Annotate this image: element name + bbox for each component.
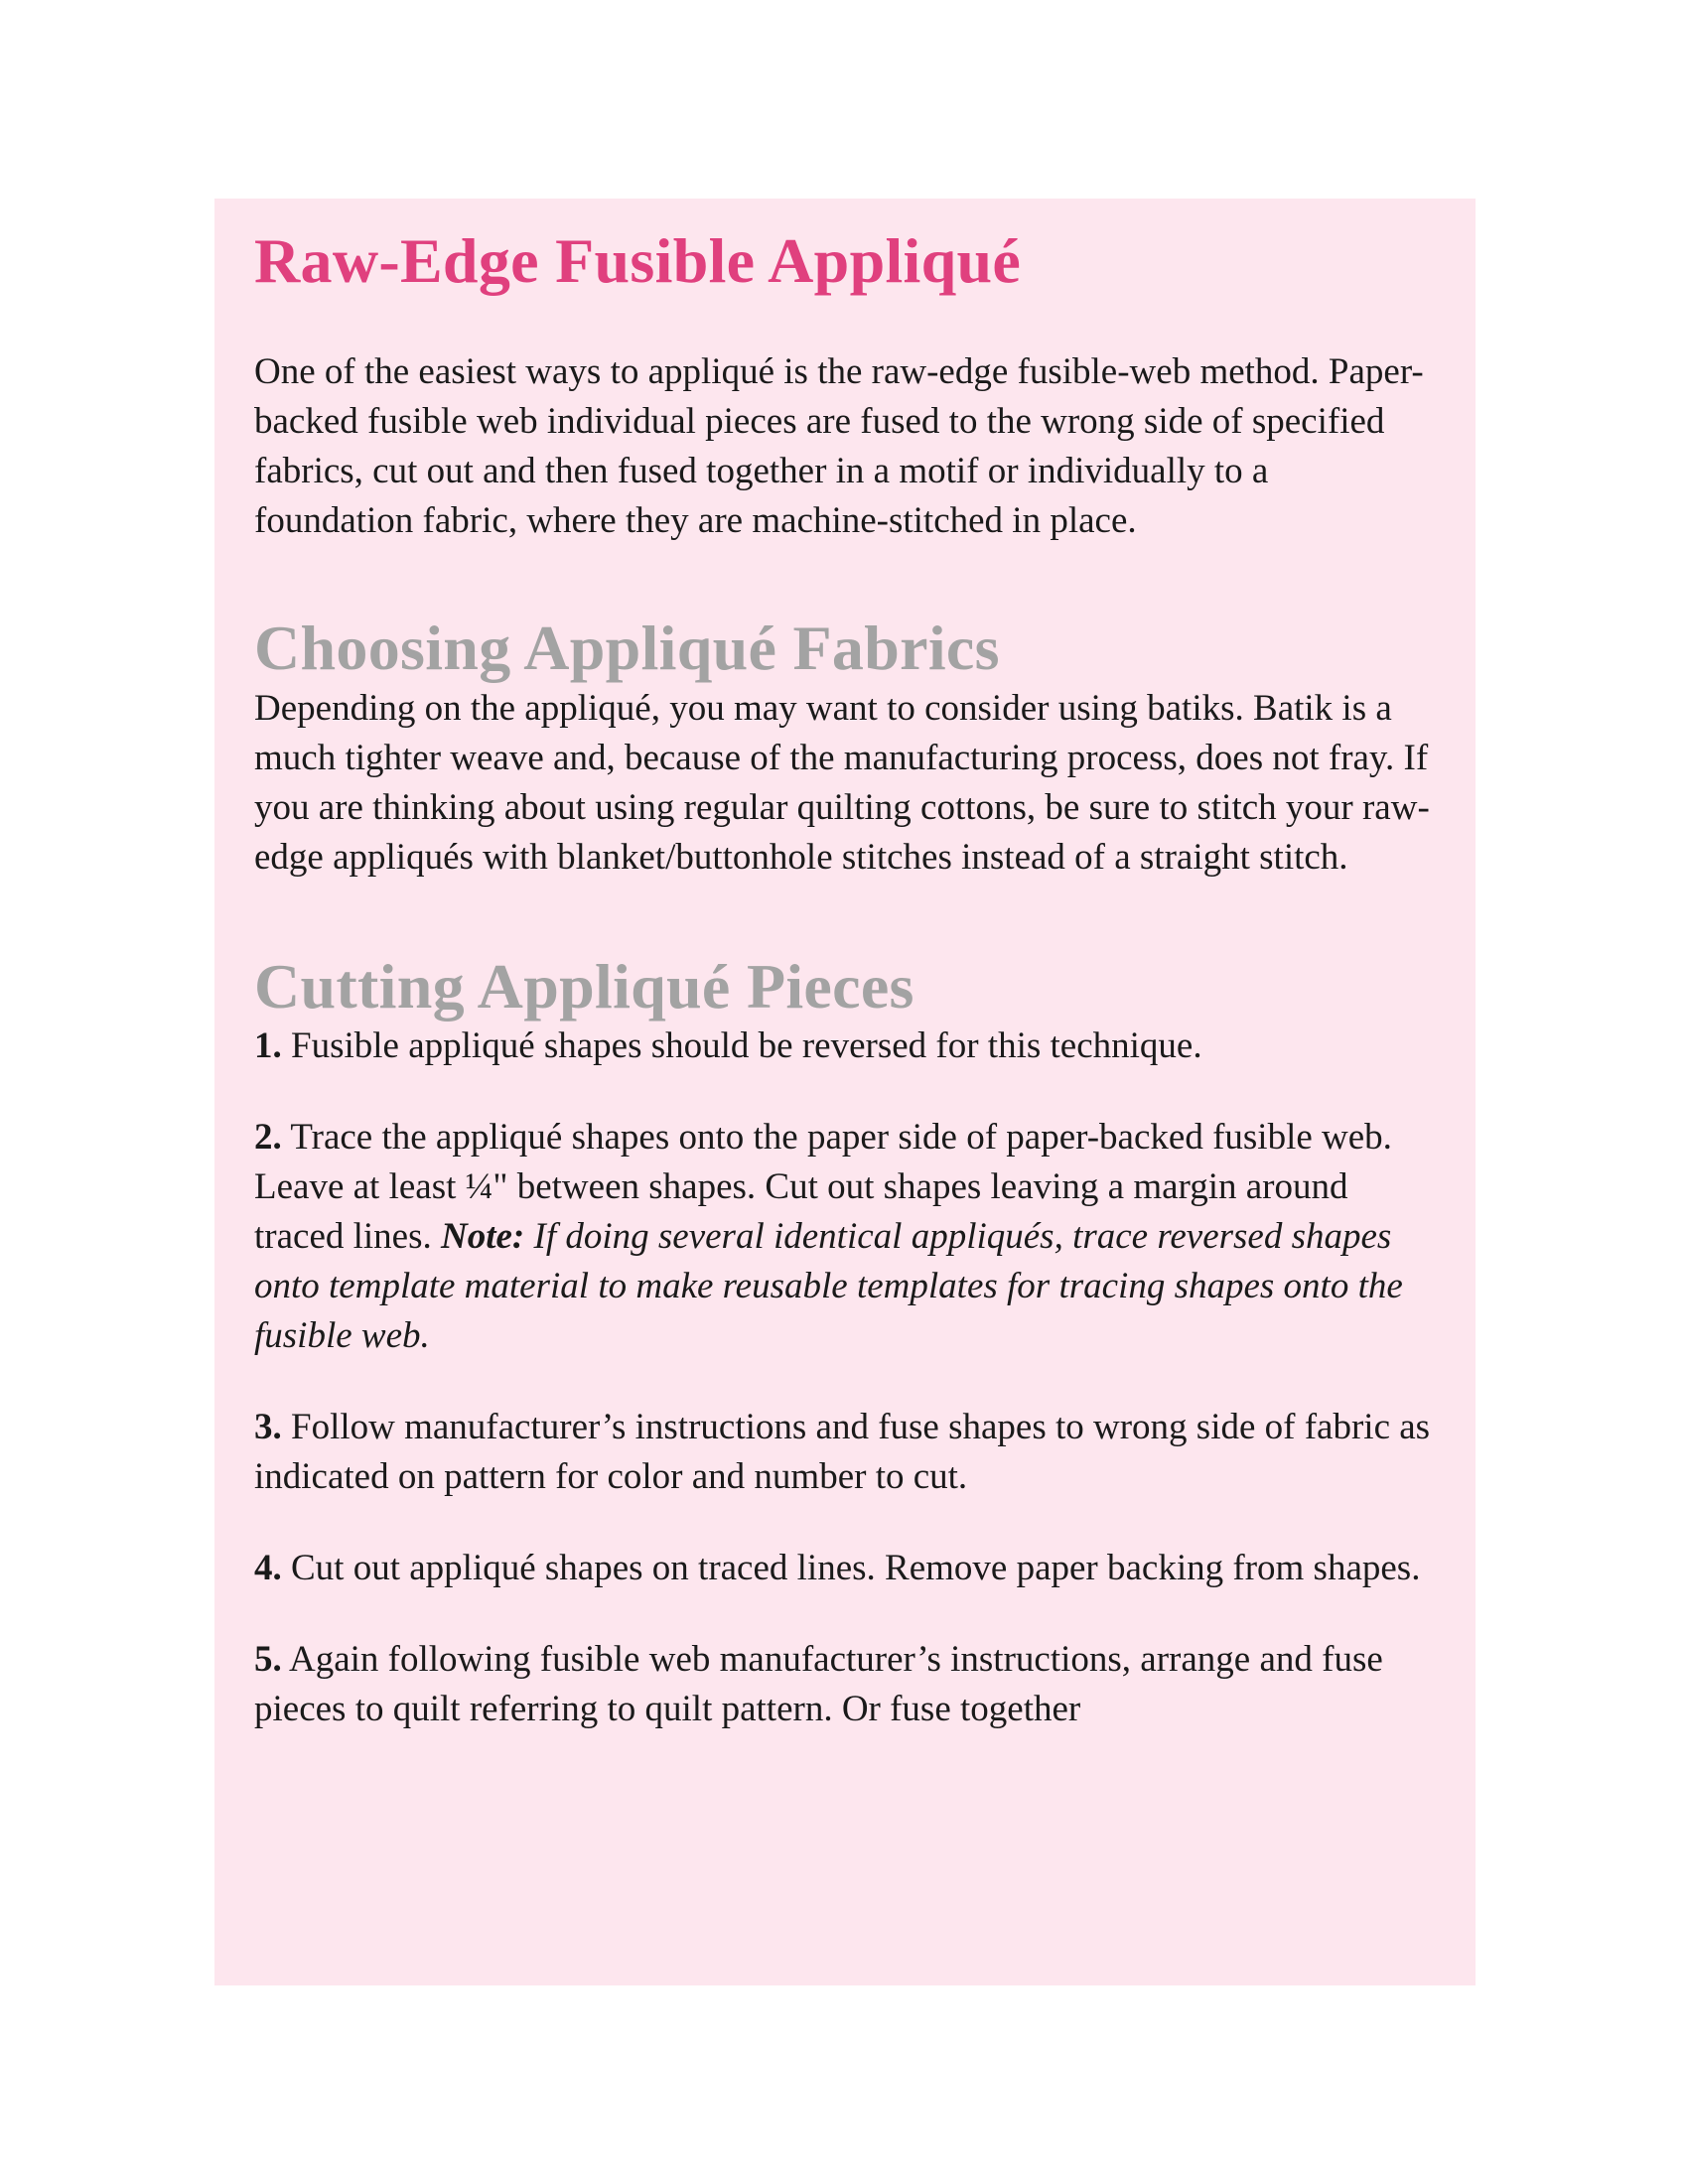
note-label: Note: [441, 1216, 525, 1258]
step-number: 4. [254, 1548, 282, 1589]
section-heading-fabrics: Choosing Appliqué Fabrics [254, 613, 1000, 684]
content-panel [214, 199, 1476, 1985]
step-item [254, 1113, 1436, 1361]
step-item [254, 1544, 1436, 1593]
step-number: 2. [254, 1117, 282, 1159]
step-text: Trace the appliqué shapes onto the paper side of paper-backed fusible web. Leave at least ¼" between shapes. Cut out shapes leaving a margin around traced lines. [254, 1117, 1392, 1258]
intro-paragraph: One of the easiest ways to appliqué is the raw-edge fusible-web method. Paper-backed fusible web individual pieces are fused to the wrong side of specified fabrics, cut out and then fused together in a motif or individually to a foundation fabric, where they are machine-stitched in place. [254, 351, 1424, 542]
note-text: If doing several identical appliqués, trace reversed shapes onto template material to make reusable templates for tracing shapes onto the fusible web. [254, 1216, 1403, 1357]
step-number: 1. [254, 1025, 282, 1067]
step-item [254, 1635, 1436, 1734]
step-text: Fusible appliqué shapes should be reversed for this technique. [291, 1025, 1202, 1067]
step-item [254, 1022, 1436, 1071]
step-number: 5. [254, 1639, 282, 1681]
step-number: 3. [254, 1407, 282, 1448]
page-title: Raw-Edge Fusible Appliqué [254, 225, 1022, 296]
steps-list [254, 1022, 1436, 1734]
step-text: Again following fusible web manufacturer’s instructions, arrange and fuse pieces to quilt referring to quilt pattern. Or fuse together [254, 1639, 1383, 1730]
section-heading-cutting: Cutting Appliqué Pieces [254, 950, 914, 1022]
section-body-fabrics: Depending on the appliqué, you may want to consider using batiks. Batik is a much tighter weave and, because of the manufacturing process, does not fray. If you are thinking about using regular quilting cottons, be sure to stitch your raw-edge appliqués with blanket/buttonhole stitches instead of a straight stitch. [254, 687, 1430, 878]
step-item [254, 1403, 1436, 1502]
step-text: Follow manufacturer’s instructions and fuse shapes to wrong side of fabric as indicated on pattern for color and number to cut. [254, 1407, 1431, 1498]
step-text: Cut out appliqué shapes on traced lines. Remove paper backing from shapes. [291, 1548, 1421, 1589]
